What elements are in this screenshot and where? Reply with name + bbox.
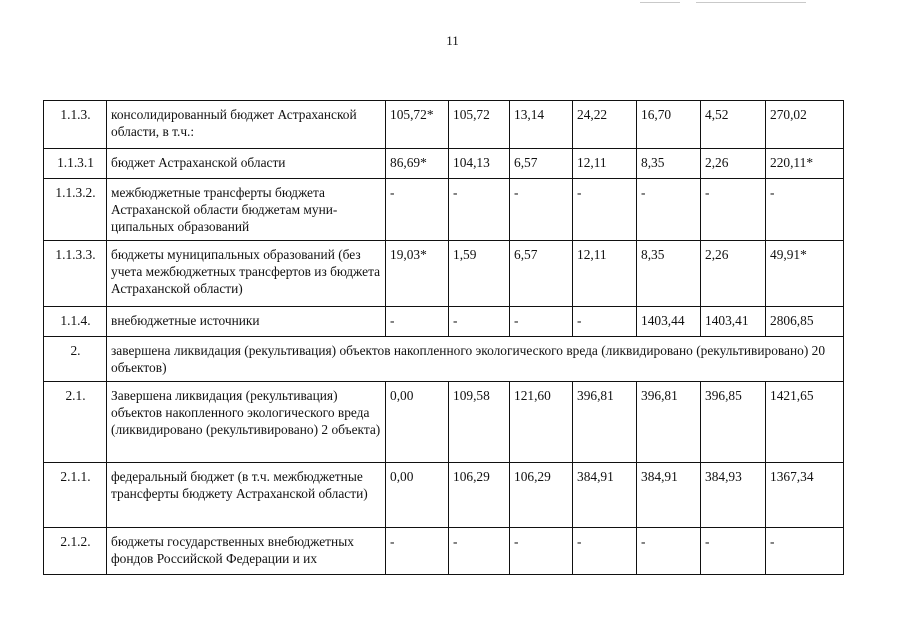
value-cell: 1421,65 [766,382,844,463]
value-cell: - [637,528,701,575]
value-cell: 106,29 [510,463,573,528]
value-cell: 2,26 [701,149,766,179]
value-cell: 0,00 [386,463,449,528]
row-description: внебюджетные источники [107,307,386,337]
value-cell: 121,60 [510,382,573,463]
row-description-cell [107,528,386,575]
value-cell: 16,70 [637,101,701,149]
table-row [44,149,844,179]
value-cell: 2,26 [701,241,766,307]
table-row [44,382,844,463]
value-cell: 1,59 [449,241,510,307]
table-row [44,101,844,149]
table-row [44,241,844,307]
section-row [44,337,844,382]
row-number: 2.1. [44,382,107,463]
scan-edge-line [640,2,680,3]
value-cell: 384,93 [701,463,766,528]
value-cell: 384,91 [637,463,701,528]
value-cell: 8,35 [637,149,701,179]
section-title: завершена ликвидация (рекультивация) объектов накопленного экологического вреда (ликвидировано (рекультивировано) 20 объектов) [107,337,844,382]
value-cell: - [637,179,701,241]
value-cell: - [510,528,573,575]
value-cell: 270,02 [766,101,844,149]
value-cell: 8,35 [637,241,701,307]
value-cell: - [386,528,449,575]
value-cell: 19,03* [386,241,449,307]
value-cell: 106,29 [449,463,510,528]
value-cell: 0,00 [386,382,449,463]
budget-table [43,100,844,575]
value-cell: - [701,179,766,241]
value-cell: - [510,307,573,337]
row-description: бюджеты муниципальных образований (без учета межбюджетных трансфертов из бюджета Астраханской области) [107,241,386,307]
value-cell: 49,91* [766,241,844,307]
row-description: федеральный бюджет (в т.ч. межбюджетные трансферты бюджету Астраханской области) [107,463,386,528]
value-cell: - [449,528,510,575]
row-number: 1.1.3.3. [44,241,107,307]
value-cell: 220,11* [766,149,844,179]
value-cell: 4,52 [701,101,766,149]
value-cell: - [701,528,766,575]
row-number: 2.1.1. [44,463,107,528]
row-description: бюджет Астраханской области [107,149,386,179]
value-cell: 104,13 [449,149,510,179]
value-cell: - [573,307,637,337]
value-cell: - [449,307,510,337]
value-cell: 13,14 [510,101,573,149]
value-cell: 396,81 [573,382,637,463]
value-cell: 12,11 [573,241,637,307]
value-cell: - [386,307,449,337]
table-row [44,179,844,241]
value-cell: 2806,85 [766,307,844,337]
value-cell: 396,81 [637,382,701,463]
scan-edge-line [696,2,806,3]
value-cell: 1367,34 [766,463,844,528]
value-cell: - [510,179,573,241]
value-cell: 1403,44 [637,307,701,337]
value-cell: - [766,528,844,575]
table-row [44,307,844,337]
row-number: 1.1.3.2. [44,179,107,241]
row-description: межбюджетные трансферты бюджета Астраханской области бюджетам муниципальных образований [107,179,386,241]
value-cell: 396,85 [701,382,766,463]
value-cell: - [573,528,637,575]
value-cell: 105,72* [386,101,449,149]
row-number: 1.1.3. [44,101,107,149]
value-cell: - [573,179,637,241]
value-cell: 6,57 [510,149,573,179]
value-cell: 12,11 [573,149,637,179]
row-number: 1.1.3.1 [44,149,107,179]
row-description: Завершена ликвидация (рекультивация) объектов накопленного экологического вреда (ликвидировано (рекультивировано) 2 объекта) [107,382,386,463]
value-cell: 86,69* [386,149,449,179]
page-number: 11 [446,33,459,48]
value-cell: 105,72 [449,101,510,149]
value-cell: 6,57 [510,241,573,307]
row-description: бюджеты государственных внебюджетных фондов Российской Федерации и их [111,534,354,566]
table-row [44,463,844,528]
value-cell: - [766,179,844,241]
value-cell: 384,91 [573,463,637,528]
value-cell: 24,22 [573,101,637,149]
value-cell: - [449,179,510,241]
row-number: 2. [44,337,107,382]
value-cell: 109,58 [449,382,510,463]
row-number: 2.1.2. [44,528,107,575]
value-cell: - [386,179,449,241]
value-cell: 1403,41 [701,307,766,337]
row-description: консолидированный бюджет Астраханской области, в т.ч.: [107,101,386,149]
row-number: 1.1.4. [44,307,107,337]
table-row [44,528,844,575]
